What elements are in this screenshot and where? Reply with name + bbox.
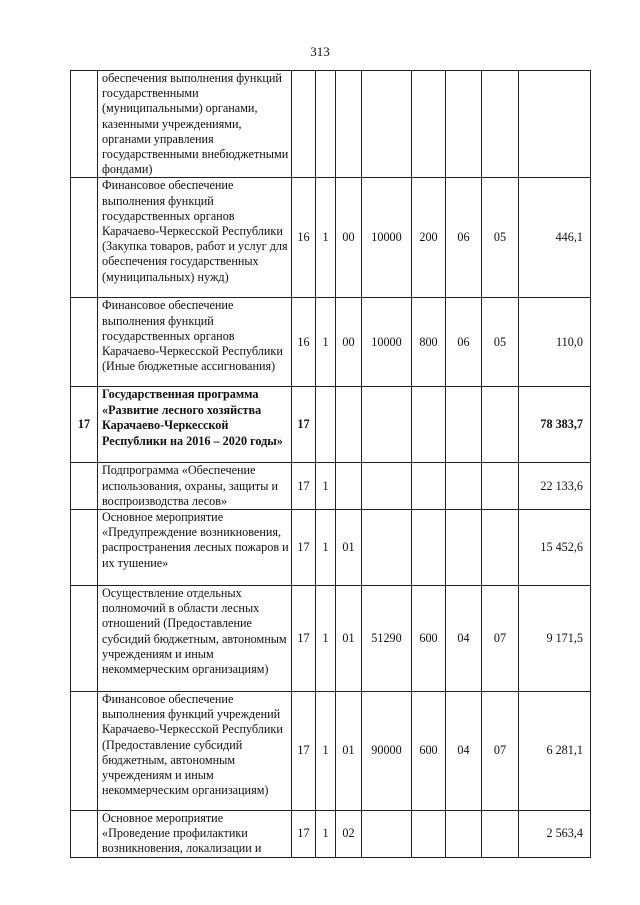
code-subsection [482, 387, 519, 463]
code-measure [336, 463, 362, 510]
code-measure [336, 71, 362, 178]
table-row [71, 463, 591, 510]
code-section: 06 [446, 178, 482, 298]
code-direction: 10000 [362, 298, 412, 387]
row-amount: 446,1 [519, 178, 591, 298]
code-section: 04 [446, 586, 482, 692]
code-subprogram [316, 387, 336, 463]
code-direction: 51290 [362, 586, 412, 692]
row-name: Подпрограмма «Обеспечение использования, охраны, защиты и воспроизводства лесов» [98, 463, 292, 510]
row-number [71, 178, 98, 298]
budget-table [70, 70, 591, 858]
code-subsection: 07 [482, 586, 519, 692]
code-subprogram: 1 [316, 463, 336, 510]
code-direction [362, 463, 412, 510]
row-amount: 15 452,6 [519, 510, 591, 586]
row-number [71, 510, 98, 586]
code-direction [362, 71, 412, 178]
code-subsection [482, 811, 519, 858]
code-measure: 00 [336, 298, 362, 387]
code-section [446, 811, 482, 858]
row-amount: 22 133,6 [519, 463, 591, 510]
row-number [71, 71, 98, 178]
table-row [71, 692, 591, 811]
row-number [71, 586, 98, 692]
code-subprogram: 1 [316, 692, 336, 811]
code-direction [362, 510, 412, 586]
row-number [71, 811, 98, 858]
row-name: Финансовое обеспечение выполнения функций учреждений Карачаево-Черкесской Республики (Предоставление субсидий бюджетным, автономным учреждениям и иным некоммерческим организациям) [98, 692, 292, 811]
row-name: Государственная программа «Развитие лесного хозяйства Карачаево-Черкесской Республики на 2016 – 2020 годы» [98, 387, 292, 463]
table-row [71, 178, 591, 298]
code-ministry: 16 [292, 298, 316, 387]
code-ministry: 17 [292, 586, 316, 692]
code-section: 06 [446, 298, 482, 387]
code-subsection [482, 463, 519, 510]
code-expense-type: 200 [412, 178, 446, 298]
code-expense-type [412, 463, 446, 510]
row-name: Основное мероприятие «Проведение профилактики возникновения, локализации и [98, 811, 292, 858]
row-name: Основное мероприятие «Предупреждение возникновения, распространения лесных пожаров и их тушение» [98, 510, 292, 586]
row-name: Финансовое обеспечение выполнения функций государственных органов Карачаево-Черкесской Республики (Иные бюджетные ассигнования) [98, 298, 292, 387]
table-row-program [71, 387, 591, 463]
table-row [71, 71, 591, 178]
code-ministry: 17 [292, 510, 316, 586]
code-section: 04 [446, 692, 482, 811]
row-amount: 110,0 [519, 298, 591, 387]
code-measure: 02 [336, 811, 362, 858]
code-ministry: 16 [292, 178, 316, 298]
row-amount: 6 281,1 [519, 692, 591, 811]
code-measure: 00 [336, 178, 362, 298]
row-amount: 9 171,5 [519, 586, 591, 692]
code-expense-type: 800 [412, 298, 446, 387]
code-subsection [482, 71, 519, 178]
row-number [71, 298, 98, 387]
code-expense-type [412, 71, 446, 178]
code-measure [336, 387, 362, 463]
row-number: 17 [71, 387, 98, 463]
code-subsection: 05 [482, 178, 519, 298]
row-number [71, 463, 98, 510]
row-name: Финансовое обеспечение выполнения функций государственных органов Карачаево-Черкесской Республики (Закупка товаров, работ и услуг для обеспечения государственных (муниципальных) нужд) [98, 178, 292, 298]
row-number [71, 692, 98, 811]
code-subprogram: 1 [316, 586, 336, 692]
table-row [71, 510, 591, 586]
code-expense-type: 600 [412, 692, 446, 811]
code-section [446, 71, 482, 178]
code-ministry: 17 [292, 387, 316, 463]
code-section [446, 510, 482, 586]
code-direction [362, 811, 412, 858]
code-measure: 01 [336, 692, 362, 811]
code-ministry: 17 [292, 811, 316, 858]
code-expense-type [412, 387, 446, 463]
code-section [446, 463, 482, 510]
code-direction [362, 387, 412, 463]
row-amount: 2 563,4 [519, 811, 591, 858]
page-number: 313 [310, 44, 330, 59]
code-ministry [292, 71, 316, 178]
code-expense-type [412, 811, 446, 858]
code-direction: 10000 [362, 178, 412, 298]
code-section [446, 387, 482, 463]
code-subsection: 07 [482, 692, 519, 811]
code-direction: 90000 [362, 692, 412, 811]
code-subprogram: 1 [316, 298, 336, 387]
code-subprogram: 1 [316, 811, 336, 858]
row-name: обеспечения выполнения функций государственными (муниципальными) органами, казенными учреждениями, органами управления государственными внебюджетными фондами) [98, 71, 292, 178]
code-expense-type [412, 510, 446, 586]
code-subprogram [316, 71, 336, 178]
code-subsection: 05 [482, 298, 519, 387]
row-amount: 78 383,7 [519, 387, 591, 463]
code-subprogram: 1 [316, 510, 336, 586]
code-expense-type: 600 [412, 586, 446, 692]
table-row [71, 811, 591, 858]
code-measure: 01 [336, 586, 362, 692]
row-name: Осуществление отдельных полномочий в области лесных отношений (Предоставление субсидий бюджетным, автономным учреждениям и иным некоммерческим организациям) [98, 586, 292, 692]
code-measure: 01 [336, 510, 362, 586]
row-amount [519, 71, 591, 178]
code-ministry: 17 [292, 692, 316, 811]
code-subprogram: 1 [316, 178, 336, 298]
table-row [71, 298, 591, 387]
code-ministry: 17 [292, 463, 316, 510]
table-row [71, 586, 591, 692]
code-subsection [482, 510, 519, 586]
